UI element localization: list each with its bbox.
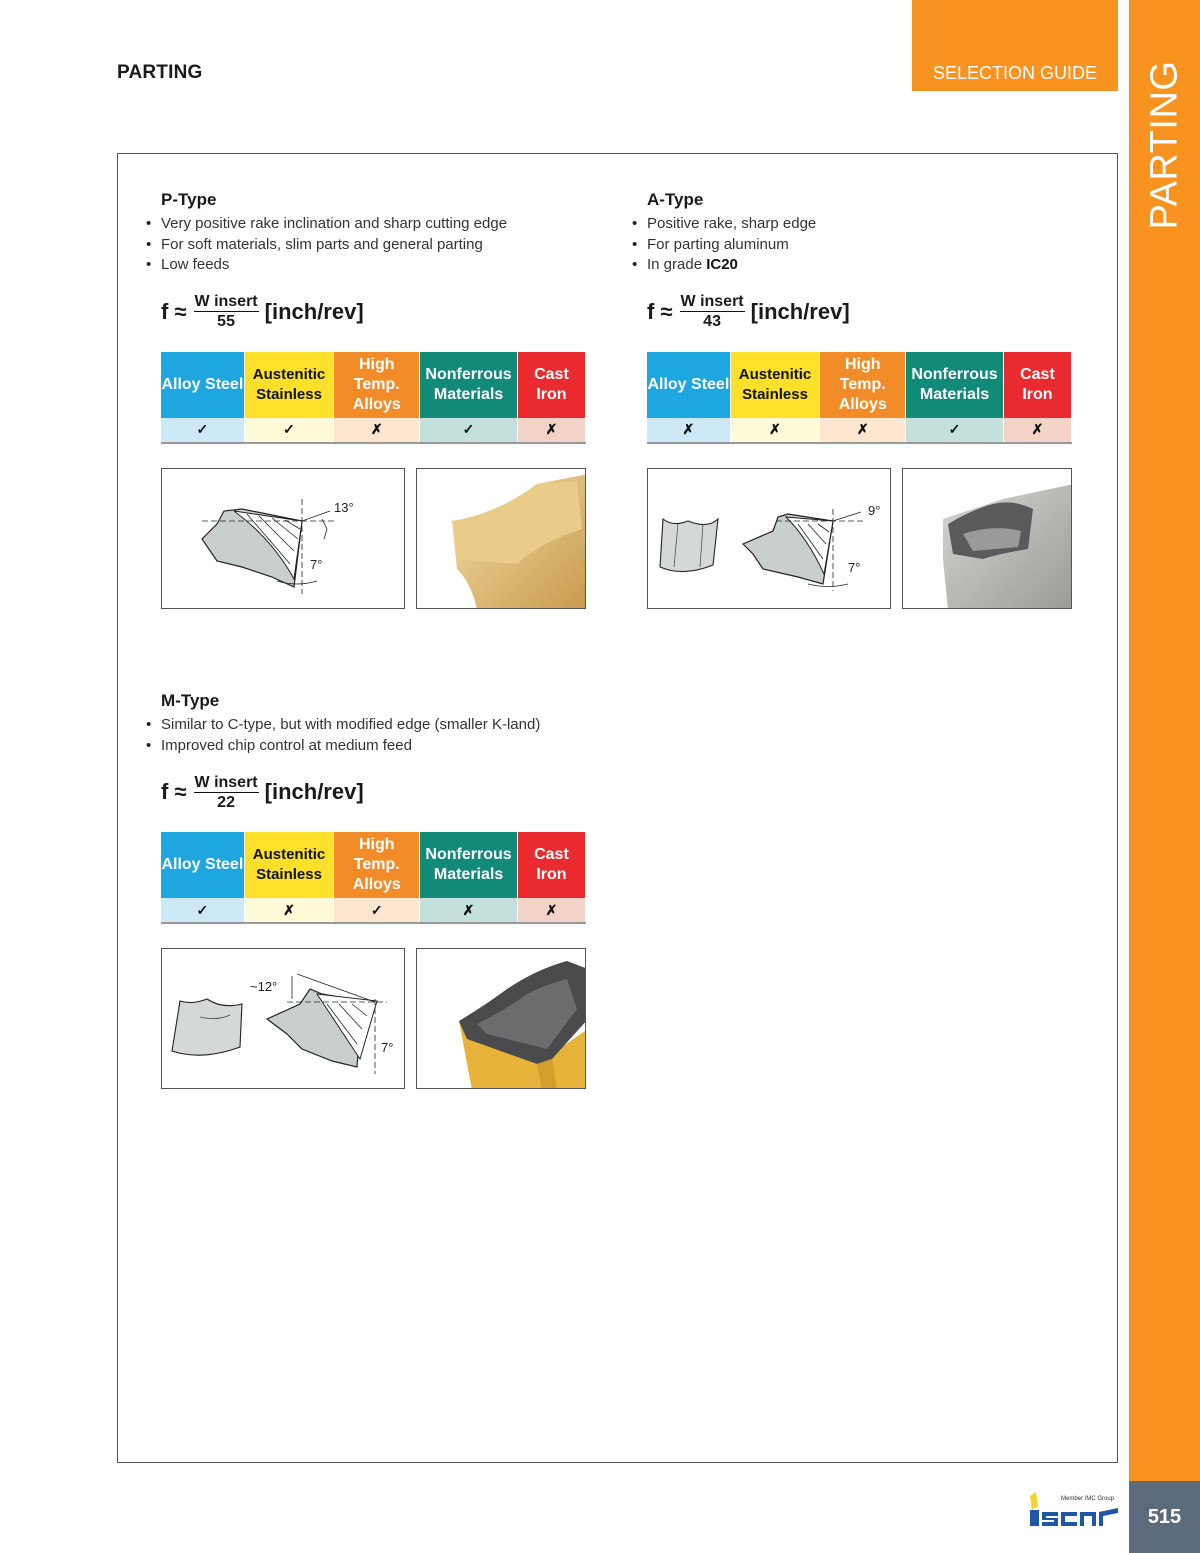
formula-lhs: f ≈: [161, 779, 187, 804]
header-cast-iron: Cast Iron: [517, 832, 585, 898]
formula-denominator: 55: [217, 313, 235, 330]
header-high-temp: High Temp. Alloys: [820, 352, 906, 418]
svg-text:7°: 7°: [848, 559, 861, 575]
suitability-austenitic: ✓: [244, 418, 334, 443]
section-a-type: [632, 190, 1072, 609]
suitability-cast-iron: ✗: [517, 898, 585, 923]
cutting-edge-diagram-icon: [162, 469, 405, 609]
formula-lhs: f ≈: [161, 298, 187, 324]
feature-item: • For parting aluminum: [632, 235, 1072, 256]
page-title: PARTING: [117, 62, 203, 83]
header-austenitic-stainless: Austenitic Stainless: [244, 352, 334, 418]
header-high-temp: High Temp. Alloys: [334, 352, 420, 418]
suitability-alloy-steel: ✓: [161, 898, 244, 923]
header-austenitic-stainless: Austenitic Stainless: [730, 352, 820, 418]
formula-unit: [inch/rev]: [264, 779, 364, 804]
formula-unit: [inch/rev]: [750, 298, 850, 324]
feature-list: [146, 214, 586, 276]
section-p-type: [146, 190, 586, 609]
formula-fraction: [680, 293, 745, 330]
insert-photo: [416, 948, 586, 1089]
header-nonferrous: Nonferrous Materials: [420, 832, 518, 898]
feed-formula: [161, 772, 586, 812]
material-table: [161, 352, 586, 444]
header-alloy-steel: Alloy Steel: [161, 352, 244, 418]
side-tab-label: PARTING: [1143, 60, 1185, 230]
suitability-nonferrous: ✓: [906, 418, 1004, 443]
cutting-edge-diagram-icon: [648, 469, 891, 609]
section-title: A-Type: [647, 190, 704, 209]
svg-text:13°: 13°: [334, 499, 354, 515]
formula-numerator: W insert: [194, 293, 258, 310]
insert-photo-icon: [417, 949, 586, 1089]
suitability-cast-iron: ✗: [517, 418, 585, 443]
geometry-diagram: [161, 948, 405, 1089]
feature-list: [632, 214, 1072, 276]
geometry-diagram: [647, 468, 891, 609]
formula-fraction: [194, 293, 259, 330]
image-row: [161, 468, 586, 609]
page-number: 515: [1129, 1481, 1200, 1553]
feature-item: • Positive rake, sharp edge: [632, 214, 1072, 235]
material-table: [647, 352, 1072, 444]
image-row: [161, 948, 586, 1089]
geometry-diagram: [161, 468, 405, 609]
formula-lhs: f ≈: [647, 298, 673, 324]
feature-item: • Improved chip control at medium feed: [146, 736, 586, 757]
insert-photo-icon: [417, 469, 586, 609]
suitability-austenitic: ✗: [244, 898, 334, 923]
svg-text:7°: 7°: [310, 556, 323, 572]
formula-numerator: W insert: [680, 293, 744, 310]
suitability-nonferrous: ✓: [420, 418, 518, 443]
header-alloy-steel: Alloy Steel: [161, 832, 244, 898]
svg-text:7°: 7°: [381, 1040, 394, 1055]
material-table: [161, 832, 586, 924]
section-title: M-Type: [161, 691, 220, 710]
image-row: [647, 468, 1072, 609]
suitability-high-temp: ✗: [820, 418, 906, 443]
feature-item: • In grade IC20: [632, 255, 1072, 276]
cutting-edge-diagram-icon: [162, 949, 405, 1089]
side-tab: [1129, 0, 1200, 1481]
suitability-high-temp: ✗: [334, 418, 420, 443]
logo-tagline: Member IMC Group: [1061, 1496, 1115, 1502]
suitability-austenitic: ✗: [730, 418, 820, 443]
header-nonferrous: Nonferrous Materials: [420, 352, 518, 418]
svg-text:9°: 9°: [868, 502, 881, 518]
insert-photo: [902, 468, 1072, 609]
header-cast-iron: Cast Iron: [517, 352, 585, 418]
feature-item: • Similar to C-type, but with modified edge (smaller K-land): [146, 715, 586, 736]
insert-photo: [416, 468, 586, 609]
header-high-temp: High Temp. Alloys: [334, 832, 420, 898]
header-nonferrous: Nonferrous Materials: [906, 352, 1004, 418]
feed-formula: [647, 292, 1072, 332]
section-title: P-Type: [161, 190, 217, 209]
feature-list: [146, 715, 586, 756]
suitability-alloy-steel: ✗: [647, 418, 730, 443]
formula-fraction: [194, 774, 259, 811]
feed-formula: [161, 292, 586, 332]
feature-item: • Low feeds: [146, 255, 586, 276]
suitability-nonferrous: ✗: [420, 898, 518, 923]
formula-denominator: 43: [703, 313, 721, 330]
header-alloy-steel: Alloy Steel: [647, 352, 730, 418]
formula-denominator: 22: [217, 793, 235, 811]
insert-photo-icon: [903, 469, 1072, 609]
feature-item: • For soft materials, slim parts and general parting: [146, 235, 586, 256]
section-label: SELECTION GUIDE: [912, 0, 1118, 91]
formula-numerator: W insert: [194, 773, 258, 791]
svg-text:~12°: ~12°: [250, 979, 278, 994]
suitability-high-temp: ✓: [334, 898, 420, 923]
formula-unit: [inch/rev]: [264, 298, 364, 324]
grade-name: IC20: [706, 256, 738, 273]
feature-item: • Very positive rake inclination and sharp cutting edge: [146, 214, 586, 235]
section-m-type: [146, 691, 586, 1089]
header-cast-iron: Cast Iron: [1003, 352, 1071, 418]
suitability-cast-iron: ✗: [1003, 418, 1071, 443]
suitability-alloy-steel: ✓: [161, 418, 244, 443]
iscar-logo-icon: [1028, 1492, 1120, 1532]
header-austenitic-stainless: Austenitic Stainless: [244, 832, 334, 898]
